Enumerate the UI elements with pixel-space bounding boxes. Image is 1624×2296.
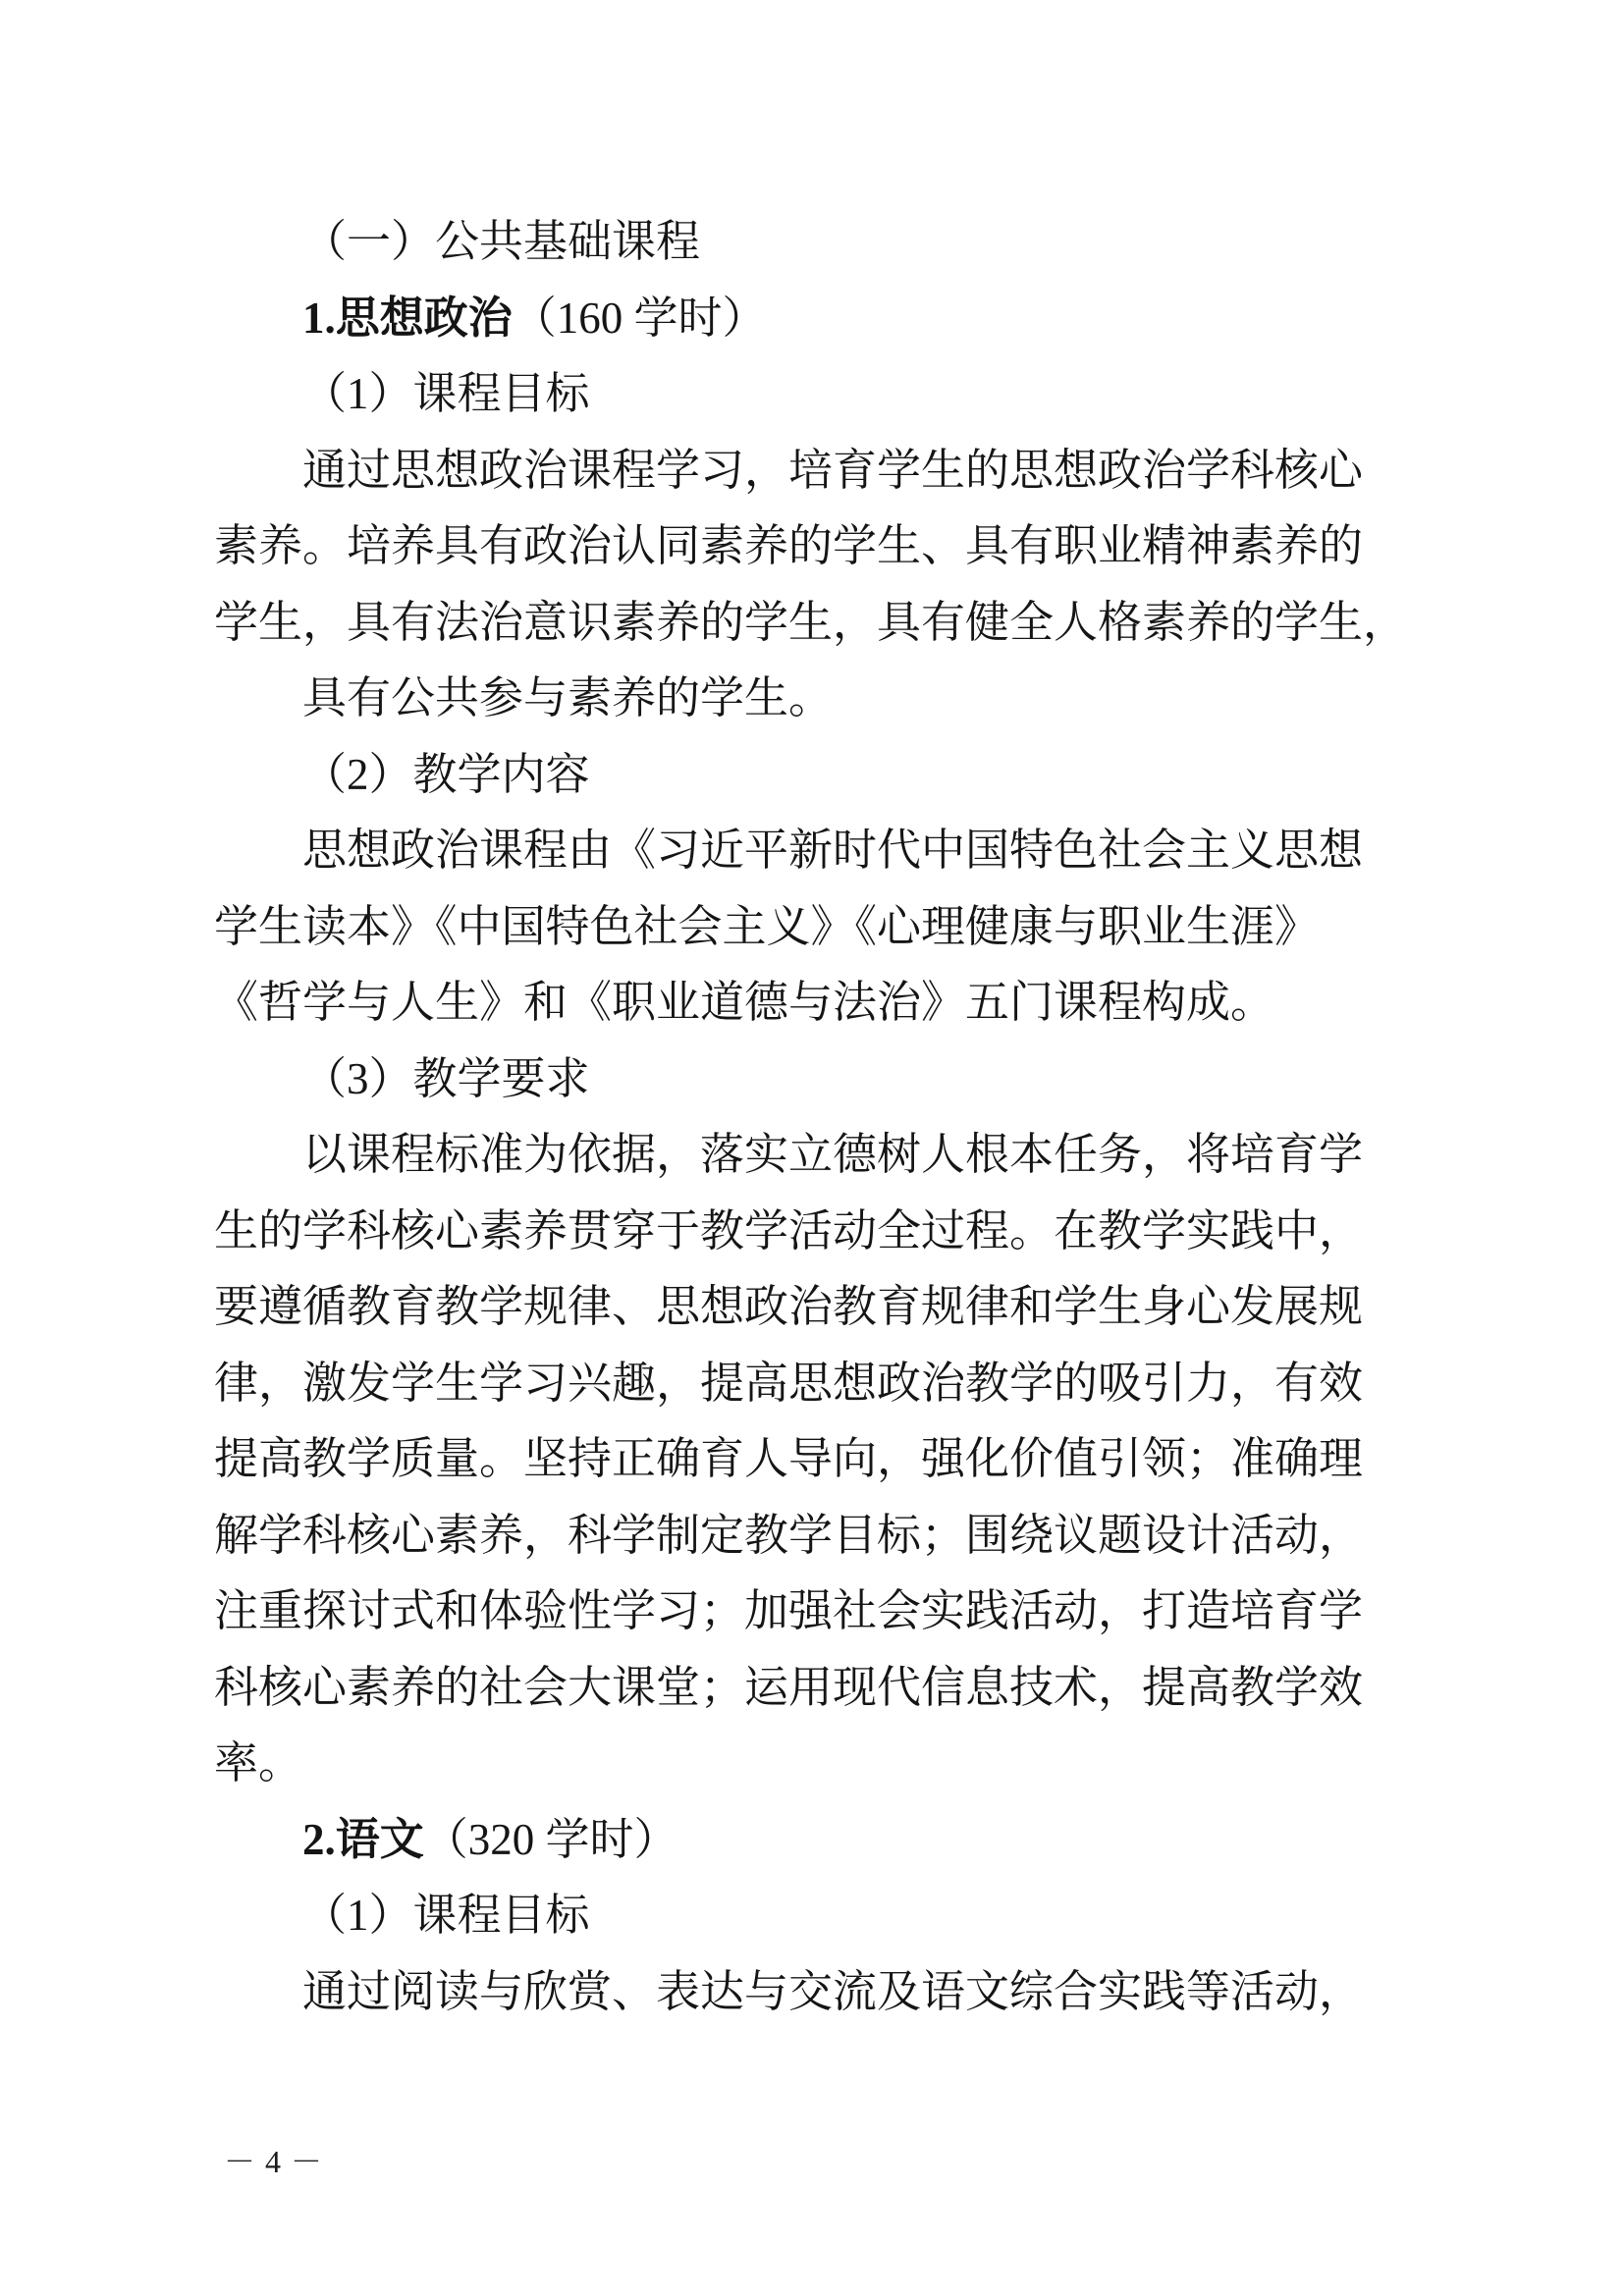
paragraph-line <box>214 433 1382 509</box>
course-hours: （320 学时） <box>423 1814 678 1864</box>
course-heading-line <box>214 1802 1382 1879</box>
paragraph-line <box>214 1574 1382 1650</box>
paragraph-line <box>214 1269 1382 1346</box>
paragraph-text: 素养。培养具有政治认同素养的学生、具有职业精神素养的 <box>214 521 1364 570</box>
paragraph-text: 科核心素养的社会大课堂；运用现代信息技术，提高教学效 <box>214 1662 1364 1712</box>
paragraph-text: 提高教学质量。坚持正确育人导向，强化价值引领；准确理 <box>214 1434 1364 1483</box>
paragraph-line <box>214 661 1382 737</box>
paragraph-line <box>214 1726 1382 1802</box>
paragraph-line <box>214 813 1382 889</box>
paragraph-line <box>214 508 1382 585</box>
subsection-heading-line <box>214 737 1382 814</box>
paragraph-text: 学生读本》《中国特色社会主义》《心理健康与职业生涯》 <box>214 901 1320 951</box>
paragraph-text: 率。 <box>214 1738 303 1788</box>
subsection-heading-text: （1）课程目标 <box>302 369 590 418</box>
course-heading-line <box>214 281 1382 357</box>
subsection-heading-line <box>214 1878 1382 1954</box>
paragraph-line <box>214 889 1382 966</box>
section-heading-text: （一）公共基础课程 <box>302 217 701 266</box>
subsection-heading-text: （3）教学要求 <box>302 1053 590 1103</box>
paragraph-text: 通过思想政治课程学习，培育学生的思想政治学科核心 <box>302 445 1364 495</box>
section-heading-line <box>214 204 1382 281</box>
paragraph-line <box>214 1954 1382 2031</box>
course-title-bold: 2.语文 <box>302 1814 424 1864</box>
paragraph-line <box>214 1346 1382 1422</box>
subsection-heading-line <box>214 1041 1382 1118</box>
subsection-heading-text: （1）课程目标 <box>302 1891 590 1940</box>
paragraph-line <box>214 1498 1382 1575</box>
paragraph-text: 通过阅读与欣赏、表达与交流及语文综合实践等活动， <box>302 1966 1364 2016</box>
paragraph-line <box>214 965 1382 1041</box>
course-title-bold: 1.思想政治 <box>302 293 513 343</box>
paragraph-text: 具有公共参与素养的学生。 <box>302 673 834 722</box>
paragraph-line <box>214 1117 1382 1194</box>
paragraph-text: 要遵循教育教学规律、思想政治教育规律和学生身心发展规 <box>214 1282 1364 1331</box>
paragraph-text: 解学科核心素养，科学制定教学目标；围绕议题设计活动， <box>214 1510 1364 1560</box>
course-hours: （160 学时） <box>512 293 767 343</box>
subsection-heading-line <box>214 356 1382 433</box>
paragraph-line <box>214 1650 1382 1727</box>
paragraph-text: 《哲学与人生》和《职业道德与法治》五门课程构成。 <box>214 978 1275 1027</box>
document-text-block <box>214 204 1408 2030</box>
subsection-heading-text: （2）教学内容 <box>302 749 590 799</box>
paragraph-text: 律，激发学生学习兴趣，提高思想政治教学的吸引力，有效 <box>214 1358 1364 1408</box>
paragraph-text: 注重探讨式和体验性学习；加强社会实践活动，打造培育学 <box>214 1586 1364 1635</box>
page-number: － 4 － <box>224 2144 324 2179</box>
paragraph-line <box>214 585 1408 662</box>
paragraph-line <box>214 1194 1382 1270</box>
paragraph-text: 以课程标准为依据，落实立德树人根本任务，将培育学 <box>302 1130 1364 1179</box>
paragraph-text: 思想政治课程由《习近平新时代中国特色社会主义思想 <box>302 826 1364 875</box>
paragraph-text: 生的学科核心素养贯穿于教学活动全过程。在教学实践中， <box>214 1205 1364 1255</box>
paragraph-text: 学生，具有法治意识素养的学生，具有健全人格素养的学生， <box>214 597 1408 647</box>
paragraph-line <box>214 1421 1382 1498</box>
